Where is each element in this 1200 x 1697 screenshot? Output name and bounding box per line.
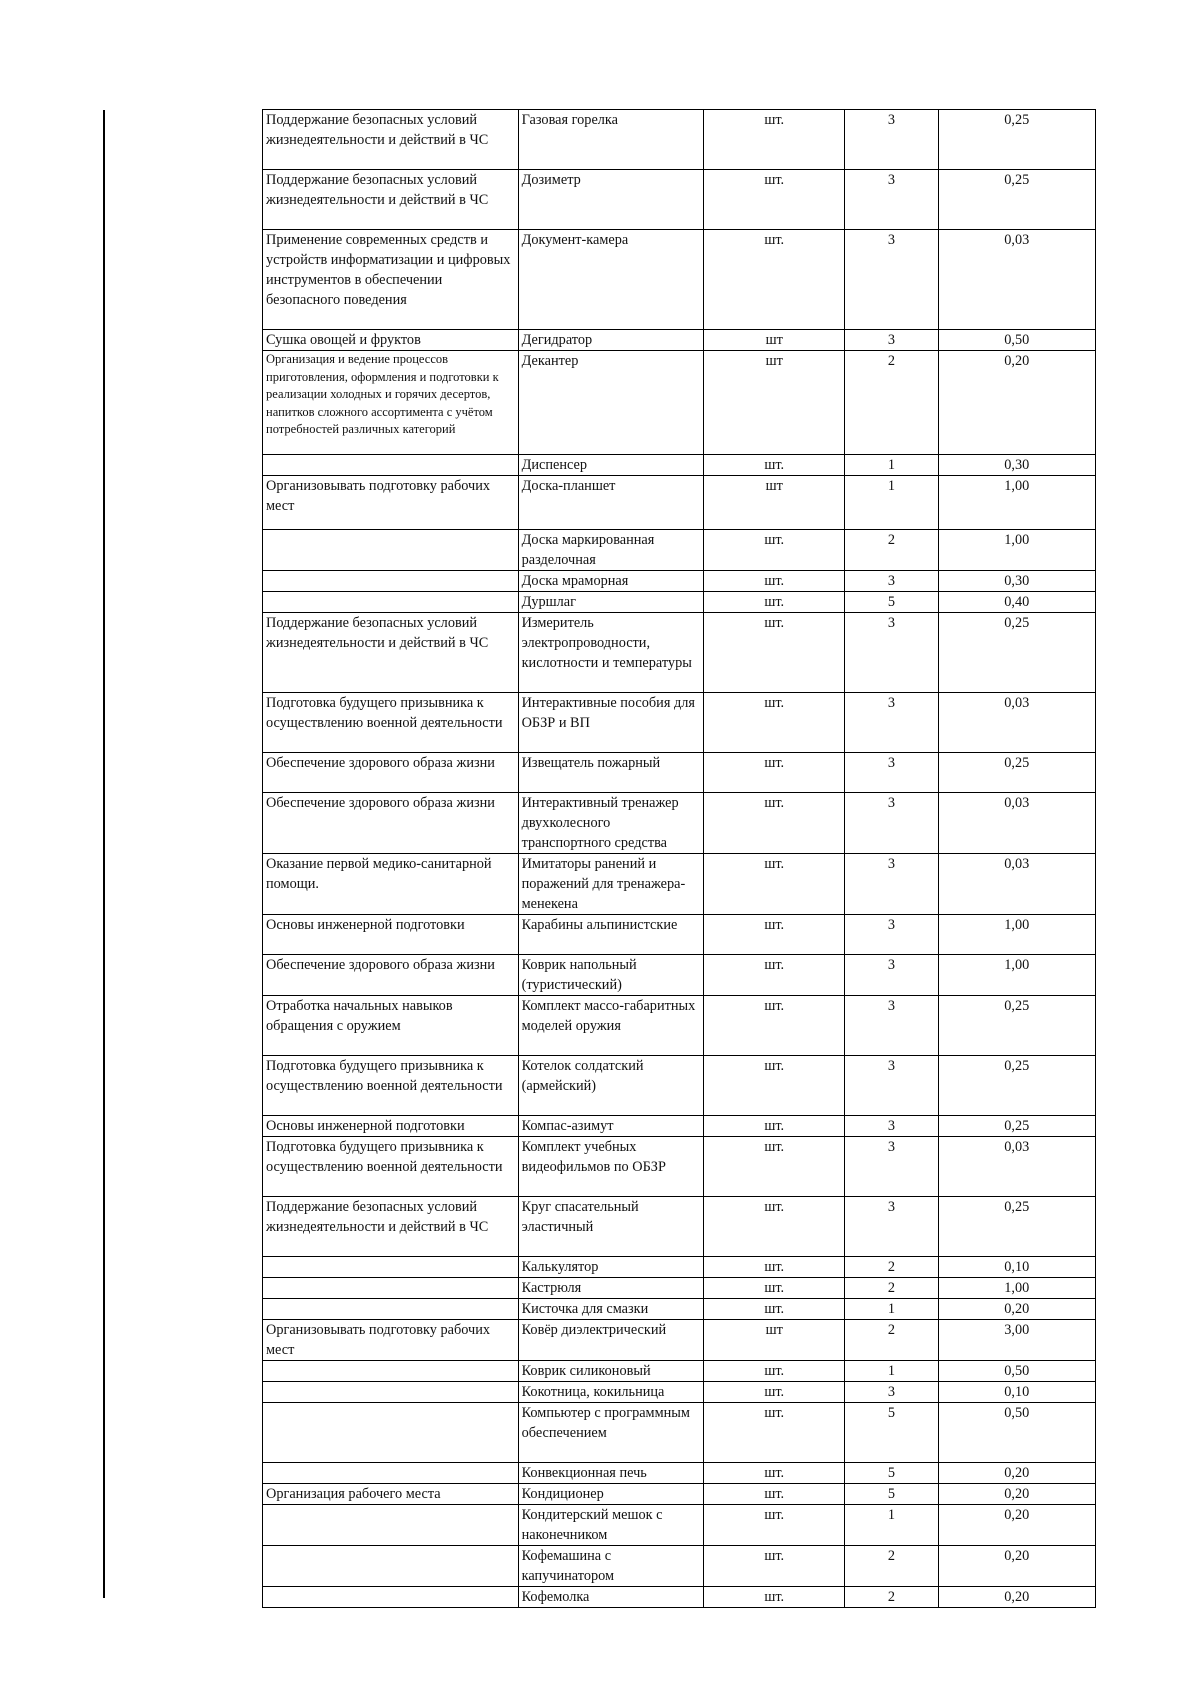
item-name-cell: Конвекционная печь xyxy=(518,1463,703,1484)
table-row xyxy=(263,455,1096,476)
table-row xyxy=(263,110,1096,170)
unit-cell: шт. xyxy=(704,753,845,793)
quantity-cell: 1 xyxy=(845,1505,938,1546)
norm-cell: 0,20 xyxy=(938,351,1095,455)
quantity-cell: 5 xyxy=(845,1484,938,1505)
quantity-cell: 3 xyxy=(845,1116,938,1137)
table-row xyxy=(263,1484,1096,1505)
norm-cell: 1,00 xyxy=(938,955,1095,996)
activity-cell: Поддержание безопасных условий жизнедеятельности и действий в ЧС xyxy=(263,1197,519,1257)
unit-cell: шт. xyxy=(704,854,845,915)
quantity-cell: 3 xyxy=(845,854,938,915)
norm-cell: 0,10 xyxy=(938,1257,1095,1278)
item-name-cell: Документ-камера xyxy=(518,230,703,330)
table-row xyxy=(263,1056,1096,1116)
table-row xyxy=(263,351,1096,455)
item-name-cell: Кондиционер xyxy=(518,1484,703,1505)
table-row xyxy=(263,1403,1096,1463)
quantity-cell: 2 xyxy=(845,1278,938,1299)
norm-cell: 1,00 xyxy=(938,1278,1095,1299)
unit-cell: шт. xyxy=(704,1197,845,1257)
quantity-cell: 1 xyxy=(845,1299,938,1320)
item-name-cell: Коврик напольный (туристический) xyxy=(518,955,703,996)
table-row xyxy=(263,170,1096,230)
unit-cell: шт. xyxy=(704,693,845,753)
activity-cell xyxy=(263,455,519,476)
norm-cell: 3,00 xyxy=(938,1320,1095,1361)
quantity-cell: 3 xyxy=(845,1197,938,1257)
item-name-cell: Доска-планшет xyxy=(518,476,703,530)
unit-cell: шт. xyxy=(704,1056,845,1116)
item-name-cell: Декантер xyxy=(518,351,703,455)
table-row xyxy=(263,1278,1096,1299)
table-row xyxy=(263,613,1096,693)
table-row xyxy=(263,476,1096,530)
table-row xyxy=(263,230,1096,330)
norm-cell: 1,00 xyxy=(938,476,1095,530)
activity-cell: Поддержание безопасных условий жизнедеятельности и действий в ЧС xyxy=(263,613,519,693)
unit-cell: шт. xyxy=(704,915,845,955)
table-row xyxy=(263,1587,1096,1608)
item-name-cell: Карабины альпинистские xyxy=(518,915,703,955)
unit-cell: шт xyxy=(704,330,845,351)
activity-cell xyxy=(263,592,519,613)
activity-cell: Основы инженерной подготовки xyxy=(263,915,519,955)
quantity-cell: 3 xyxy=(845,1056,938,1116)
unit-cell: шт. xyxy=(704,1484,845,1505)
unit-cell: шт. xyxy=(704,170,845,230)
item-name-cell: Доска мраморная xyxy=(518,571,703,592)
item-name-cell: Дуршлаг xyxy=(518,592,703,613)
unit-cell: шт. xyxy=(704,1382,845,1403)
activity-cell: Организация и ведение процессов приготовления, оформления и подготовки к реализации холодных и горячих десертов, напитков сложного ассортимента с учётом потребностей различных категорий xyxy=(263,351,519,455)
item-name-cell: Круг спасательный эластичный xyxy=(518,1197,703,1257)
unit-cell: шт. xyxy=(704,1116,845,1137)
activity-cell xyxy=(263,1463,519,1484)
norm-cell: 0,20 xyxy=(938,1505,1095,1546)
table-row xyxy=(263,1137,1096,1197)
norm-cell: 0,25 xyxy=(938,1056,1095,1116)
activity-cell: Подготовка будущего призывника к осуществлению военной деятельности xyxy=(263,1137,519,1197)
item-name-cell: Кондитерский мешок с наконечником xyxy=(518,1505,703,1546)
quantity-cell: 3 xyxy=(845,110,938,170)
norm-cell: 0,10 xyxy=(938,1382,1095,1403)
norm-cell: 0,30 xyxy=(938,571,1095,592)
item-name-cell: Кофемашина с капучинатором xyxy=(518,1546,703,1587)
quantity-cell: 3 xyxy=(845,230,938,330)
norm-cell: 0,20 xyxy=(938,1299,1095,1320)
norm-cell: 0,50 xyxy=(938,1361,1095,1382)
table-row xyxy=(263,1320,1096,1361)
quantity-cell: 2 xyxy=(845,1546,938,1587)
table-row xyxy=(263,1463,1096,1484)
norm-cell: 0,03 xyxy=(938,1137,1095,1197)
item-name-cell: Компас-азимут xyxy=(518,1116,703,1137)
item-name-cell: Измеритель электропроводности, кислотности и температуры xyxy=(518,613,703,693)
unit-cell: шт. xyxy=(704,230,845,330)
norm-cell: 1,00 xyxy=(938,915,1095,955)
quantity-cell: 3 xyxy=(845,996,938,1056)
quantity-cell: 1 xyxy=(845,455,938,476)
item-name-cell: Коврик силиконовый xyxy=(518,1361,703,1382)
activity-cell xyxy=(263,1278,519,1299)
unit-cell: шт. xyxy=(704,455,845,476)
activity-cell: Организация рабочего места xyxy=(263,1484,519,1505)
table-row xyxy=(263,793,1096,854)
norm-cell: 0,20 xyxy=(938,1587,1095,1608)
norm-cell: 0,03 xyxy=(938,693,1095,753)
table-row xyxy=(263,1299,1096,1320)
norm-cell: 0,20 xyxy=(938,1546,1095,1587)
activity-cell: Применение современных средств и устройств информатизации и цифровых инструментов в обеспечении безопасного поведения xyxy=(263,230,519,330)
quantity-cell: 3 xyxy=(845,1137,938,1197)
unit-cell: шт. xyxy=(704,1463,845,1484)
activity-cell xyxy=(263,1505,519,1546)
table-row xyxy=(263,1546,1096,1587)
unit-cell: шт xyxy=(704,1320,845,1361)
norm-cell: 0,25 xyxy=(938,753,1095,793)
activity-cell: Оказание первой медико-санитарной помощи. xyxy=(263,854,519,915)
quantity-cell: 5 xyxy=(845,1403,938,1463)
activity-cell xyxy=(263,1403,519,1463)
norm-cell: 0,50 xyxy=(938,330,1095,351)
norm-cell: 0,03 xyxy=(938,793,1095,854)
activity-cell xyxy=(263,1546,519,1587)
activity-cell: Подготовка будущего призывника к осуществлению военной деятельности xyxy=(263,1056,519,1116)
unit-cell: шт. xyxy=(704,1278,845,1299)
activity-cell: Обеспечение здорового образа жизни xyxy=(263,793,519,854)
unit-cell: шт. xyxy=(704,1505,845,1546)
activity-cell xyxy=(263,530,519,571)
table-row xyxy=(263,592,1096,613)
quantity-cell: 3 xyxy=(845,571,938,592)
unit-cell: шт. xyxy=(704,110,845,170)
unit-cell: шт. xyxy=(704,1299,845,1320)
norm-cell: 0,25 xyxy=(938,996,1095,1056)
item-name-cell: Дозиметр xyxy=(518,170,703,230)
item-name-cell: Кисточка для смазки xyxy=(518,1299,703,1320)
table-row xyxy=(263,753,1096,793)
activity-cell xyxy=(263,1299,519,1320)
unit-cell: шт. xyxy=(704,1546,845,1587)
table-row xyxy=(263,854,1096,915)
equipment-table xyxy=(262,109,1096,1608)
quantity-cell: 1 xyxy=(845,1361,938,1382)
item-name-cell: Компьютер с программным обеспечением xyxy=(518,1403,703,1463)
item-name-cell: Дегидратор xyxy=(518,330,703,351)
norm-cell: 0,25 xyxy=(938,170,1095,230)
quantity-cell: 5 xyxy=(845,1463,938,1484)
activity-cell: Подготовка будущего призывника к осуществлению военной деятельности xyxy=(263,693,519,753)
unit-cell: шт. xyxy=(704,1361,845,1382)
activity-cell xyxy=(263,1587,519,1608)
quantity-cell: 3 xyxy=(845,693,938,753)
item-name-cell: Ковёр диэлектрический xyxy=(518,1320,703,1361)
activity-cell: Обеспечение здорового образа жизни xyxy=(263,753,519,793)
norm-cell: 0,03 xyxy=(938,854,1095,915)
quantity-cell: 3 xyxy=(845,330,938,351)
norm-cell: 0,40 xyxy=(938,592,1095,613)
item-name-cell: Кофемолка xyxy=(518,1587,703,1608)
quantity-cell: 3 xyxy=(845,915,938,955)
item-name-cell: Кастрюля xyxy=(518,1278,703,1299)
norm-cell: 0,25 xyxy=(938,1116,1095,1137)
table-row xyxy=(263,530,1096,571)
quantity-cell: 3 xyxy=(845,613,938,693)
norm-cell: 0,20 xyxy=(938,1484,1095,1505)
table-row xyxy=(263,1116,1096,1137)
quantity-cell: 2 xyxy=(845,1257,938,1278)
item-name-cell: Кокотница, кокильница xyxy=(518,1382,703,1403)
quantity-cell: 2 xyxy=(845,351,938,455)
quantity-cell: 2 xyxy=(845,530,938,571)
activity-cell: Основы инженерной подготовки xyxy=(263,1116,519,1137)
item-name-cell: Интерактивные пособия для ОБЗР и ВП xyxy=(518,693,703,753)
activity-cell xyxy=(263,1382,519,1403)
norm-cell: 0,03 xyxy=(938,230,1095,330)
activity-cell: Поддержание безопасных условий жизнедеятельности и действий в ЧС xyxy=(263,110,519,170)
unit-cell: шт. xyxy=(704,592,845,613)
unit-cell: шт. xyxy=(704,1257,845,1278)
item-name-cell: Газовая горелка xyxy=(518,110,703,170)
unit-cell: шт. xyxy=(704,996,845,1056)
table-row xyxy=(263,330,1096,351)
item-name-cell: Доска маркированная разделочная xyxy=(518,530,703,571)
quantity-cell: 3 xyxy=(845,955,938,996)
table-row xyxy=(263,915,1096,955)
norm-cell: 0,50 xyxy=(938,1403,1095,1463)
unit-cell: шт. xyxy=(704,1403,845,1463)
activity-cell xyxy=(263,1257,519,1278)
quantity-cell: 5 xyxy=(845,592,938,613)
quantity-cell: 2 xyxy=(845,1587,938,1608)
item-name-cell: Интерактивный тренажер двухколесного транспортного средства xyxy=(518,793,703,854)
norm-cell: 0,25 xyxy=(938,110,1095,170)
unit-cell: шт xyxy=(704,351,845,455)
activity-cell xyxy=(263,1361,519,1382)
activity-cell: Организовывать подготовку рабочих мест xyxy=(263,1320,519,1361)
item-name-cell: Калькулятор xyxy=(518,1257,703,1278)
unit-cell: шт. xyxy=(704,571,845,592)
page-margin-line xyxy=(103,110,105,1598)
norm-cell: 0,30 xyxy=(938,455,1095,476)
quantity-cell: 3 xyxy=(845,793,938,854)
item-name-cell: Котелок солдатский (армейский) xyxy=(518,1056,703,1116)
unit-cell: шт. xyxy=(704,530,845,571)
table-row xyxy=(263,1505,1096,1546)
table-row xyxy=(263,996,1096,1056)
table-row xyxy=(263,1382,1096,1403)
norm-cell: 0,25 xyxy=(938,1197,1095,1257)
norm-cell: 0,25 xyxy=(938,613,1095,693)
activity-cell: Отработка начальных навыков обращения с оружием xyxy=(263,996,519,1056)
item-name-cell: Диспенсер xyxy=(518,455,703,476)
table-row xyxy=(263,1257,1096,1278)
item-name-cell: Извещатель пожарный xyxy=(518,753,703,793)
quantity-cell: 3 xyxy=(845,753,938,793)
equipment-table-body xyxy=(263,110,1096,1608)
item-name-cell: Комплект массо-габаритных моделей оружия xyxy=(518,996,703,1056)
activity-cell: Обеспечение здорового образа жизни xyxy=(263,955,519,996)
item-name-cell: Комплект учебных видеофильмов по ОБЗР xyxy=(518,1137,703,1197)
quantity-cell: 3 xyxy=(845,170,938,230)
unit-cell: шт. xyxy=(704,1137,845,1197)
unit-cell: шт. xyxy=(704,955,845,996)
table-row xyxy=(263,571,1096,592)
unit-cell: шт xyxy=(704,476,845,530)
norm-cell: 0,20 xyxy=(938,1463,1095,1484)
item-name-cell: Имитаторы ранений и поражений для тренажера-менекена xyxy=(518,854,703,915)
unit-cell: шт. xyxy=(704,1587,845,1608)
table-row xyxy=(263,693,1096,753)
table-row xyxy=(263,955,1096,996)
activity-cell: Поддержание безопасных условий жизнедеятельности и действий в ЧС xyxy=(263,170,519,230)
quantity-cell: 1 xyxy=(845,476,938,530)
norm-cell: 1,00 xyxy=(938,530,1095,571)
quantity-cell: 3 xyxy=(845,1382,938,1403)
quantity-cell: 2 xyxy=(845,1320,938,1361)
table-row xyxy=(263,1361,1096,1382)
unit-cell: шт. xyxy=(704,613,845,693)
activity-cell xyxy=(263,571,519,592)
activity-cell: Организовывать подготовку рабочих мест xyxy=(263,476,519,530)
table-row xyxy=(263,1197,1096,1257)
unit-cell: шт. xyxy=(704,793,845,854)
activity-cell: Сушка овощей и фруктов xyxy=(263,330,519,351)
